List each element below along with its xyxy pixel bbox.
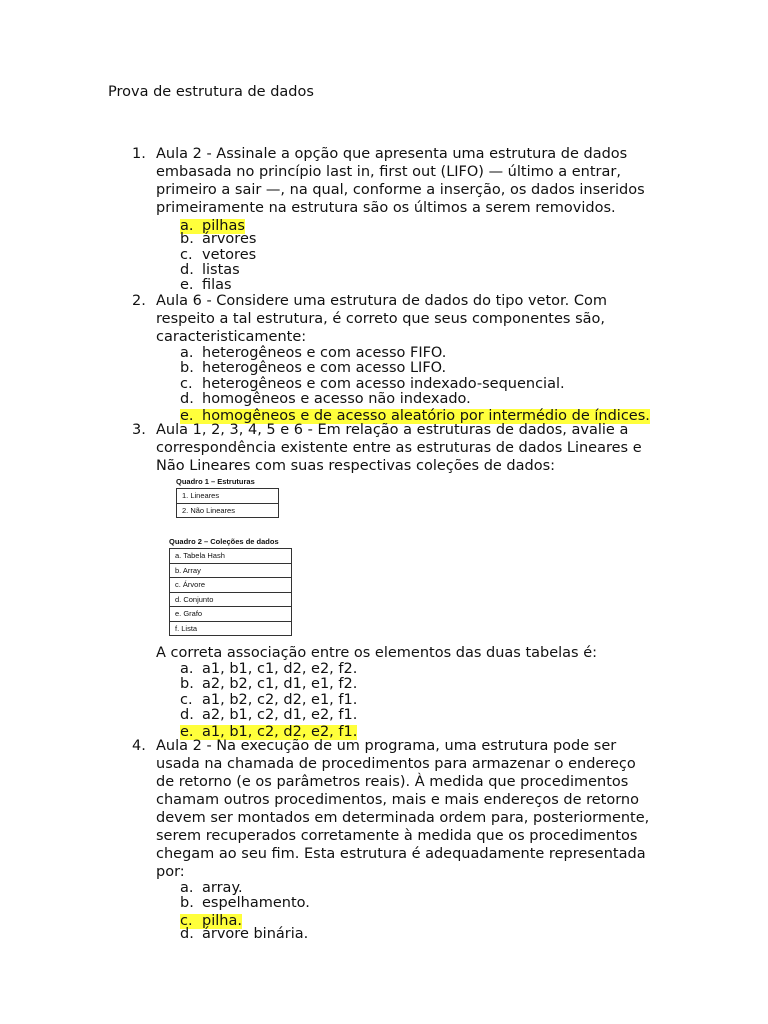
options-list: [180, 881, 652, 942]
question-number: 4.: [132, 738, 146, 754]
option-d: d. árvore binária.: [180, 925, 309, 942]
option-e: e. filas: [180, 277, 232, 294]
question-4: [132, 737, 652, 942]
option-e-highlighted: e. a1, b1, c2, d2, e2, f1.: [180, 724, 358, 741]
question-3: [132, 421, 652, 475]
option-c: c. a1, b2, c2, d2, e1, f1.: [180, 691, 358, 708]
question-2: [132, 292, 652, 425]
option-c-highlighted: c. pilha.: [180, 912, 242, 929]
option-e-highlighted: e. homogêneos e de acesso aleatório por intermédio de índices.: [180, 408, 650, 425]
options-list: [180, 217, 652, 293]
question-text: Aula 2 - Na execução de um programa, uma estrutura pode ser usada na chamada de procedimentos para armazenar o endereço de retorno (e os parâmetros reais). À medida que procedimentos chamam outros procedimentos, mais e mais endereços de retorno devem ser montados em determinada ordem para, posteriormente, serem recuperados corretamente à medida que os procedimentos chegam ao seu fim. Esta estrutura é adequadamente representada por:: [156, 738, 650, 880]
table-cell: 1. Lineares: [177, 489, 279, 504]
question-text: Aula 2 - Assinale a opção que apresenta uma estrutura de dados embasada no princípio last in, first out (LIFO) — último a entrar, primeiro a sair —, na qual, conforme a inserção, os dados inseridos primeiramente na estrutura são os últimos a serem removidos.: [156, 146, 645, 216]
table-caption: Quadro 1 – Estruturas: [176, 477, 255, 486]
option-d: d. listas: [180, 261, 240, 278]
question-number: 1.: [132, 146, 146, 162]
option-b: b. a2, b2, c1, d1, e1, f2.: [180, 676, 358, 693]
table-cell: d. Conjunto: [170, 592, 292, 607]
question-text: Aula 6 - Considere uma estrutura de dados do tipo vetor. Com respeito a tal estrutura, é correto que seus componentes são, caracteristicamente:: [156, 293, 608, 345]
table-cell: e. Grafo: [170, 607, 292, 622]
option-a: a. array.: [180, 880, 243, 896]
option-d: d. homogêneos e acesso não indexado.: [180, 390, 471, 407]
question-text: Aula 1, 2, 3, 4, 5 e 6 - Em relação a estruturas de dados, avalie a correspondência existente entre as estruturas de dados Lineares e Não Lineares com suas respectivas coleções de dados:: [156, 422, 642, 474]
table-caption: Quadro 2 – Coleções de dados: [169, 537, 279, 546]
question-1: [132, 145, 652, 293]
table-cell: b. Array: [170, 563, 292, 578]
option-b: b. heterogêneos e com acesso LIFO.: [180, 360, 447, 377]
option-d: d. a2, b1, c2, d1, e2, f1.: [180, 706, 358, 723]
table-cell: f. Lista: [170, 621, 292, 636]
option-a: a. heterogêneos e com acesso FIFO.: [180, 345, 447, 361]
table-estruturas: [176, 477, 279, 518]
table-colecoes: [169, 537, 292, 636]
options-list: [180, 345, 652, 425]
table-cell: a. Tabela Hash: [170, 549, 292, 564]
page-title: Prova de estrutura de dados: [108, 84, 314, 100]
table-cell: c. Árvore: [170, 578, 292, 593]
option-a-highlighted: a. pilhas: [180, 218, 245, 234]
option-c: c. vetores: [180, 246, 257, 263]
question-number: 3.: [132, 422, 146, 438]
option-b: b. espelhamento.: [180, 895, 310, 912]
option-b: b. árvores: [180, 231, 257, 248]
question-number: 2.: [132, 293, 146, 309]
option-a: a. a1, b1, c1, d2, e2, f2.: [180, 661, 358, 677]
options-list: [180, 661, 656, 741]
question-text: A correta associação entre os elementos das duas tabelas é:: [156, 645, 598, 661]
question-3-continuation: [156, 644, 656, 741]
option-c: c. heterogêneos e com acesso indexado-sequencial.: [180, 375, 565, 392]
table-cell: 2. Não Lineares: [177, 503, 279, 518]
